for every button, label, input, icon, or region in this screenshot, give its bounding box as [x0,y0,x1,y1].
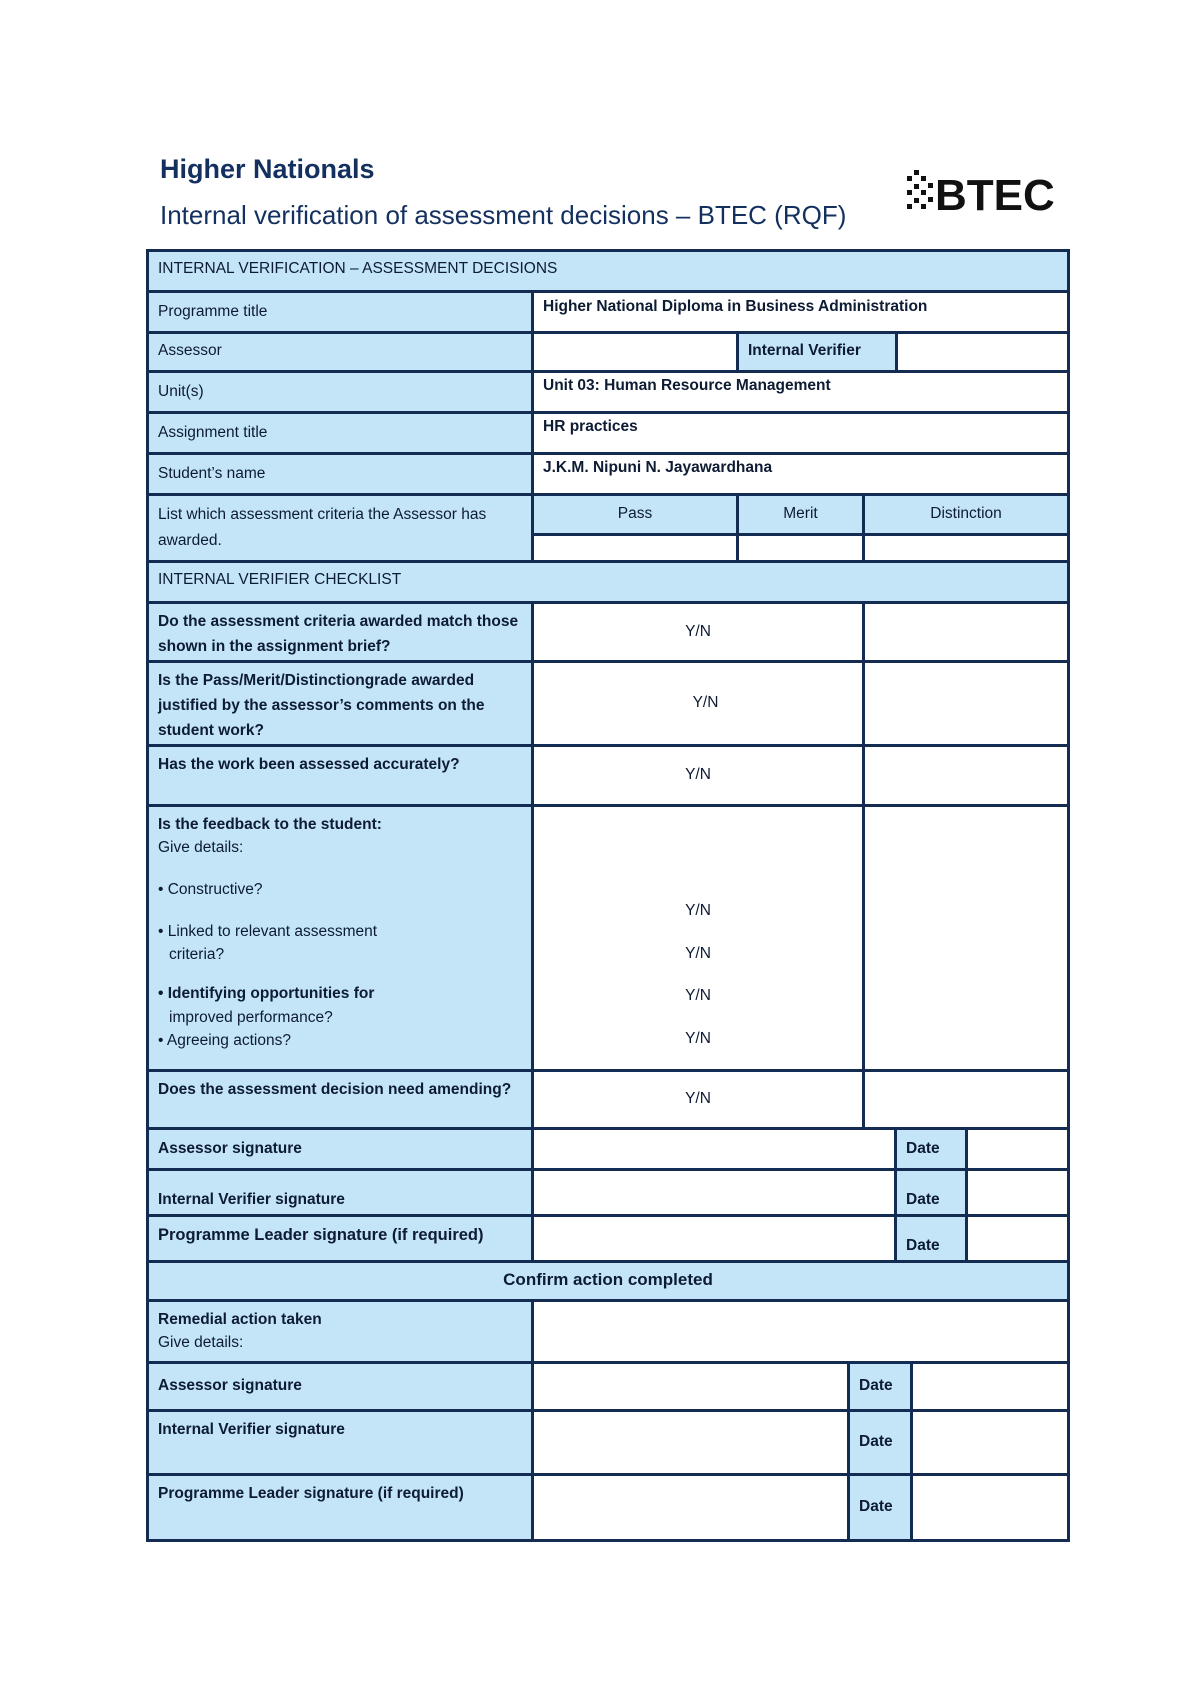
confirm-iv-date-field[interactable] [913,1412,1067,1473]
feedback-opportunities-cont: improved performance? [169,1008,333,1026]
programme-title-value[interactable]: Higher National Diploma in Business Administration [543,298,928,315]
feedback-yn-agreeing[interactable]: Y/N [685,1030,711,1047]
confirm-assessor-date-field[interactable] [913,1364,1067,1409]
check-question-1: Do the assessment criteria awarded match those shown in the assignment brief? [149,604,534,660]
pl-signature-field[interactable] [534,1217,897,1260]
units-row [149,373,1067,414]
pass-field[interactable] [534,536,739,560]
confirm-iv-date-label: Date [850,1412,913,1473]
feedback-title: Is the feedback to the student: [158,816,382,833]
assessor-signature-label: Assessor signature [149,1130,534,1168]
student-row [149,455,1067,496]
programme-row [149,293,1067,334]
feedback-yn-linked[interactable]: Y/N [685,945,711,962]
verification-form [146,249,1070,1542]
distinction-header: Distinction [865,496,1067,533]
assessor-signature-row [149,1130,1067,1171]
assessor-label: Assessor [149,334,534,370]
confirm-pl-signature-field[interactable] [534,1476,850,1539]
remedial-field[interactable] [534,1302,1067,1361]
iv-signature-row [149,1171,1067,1217]
feedback-linked: • Linked to relevant assessment [158,922,378,940]
feedback-constructive: • Constructive? [158,880,263,898]
check-question-5: Does the assessment decision need amending? [149,1072,534,1127]
feedback-yn-column [534,807,865,1069]
pass-header: Pass [534,496,739,533]
internal-verifier-field[interactable] [898,334,1067,370]
feedback-question [149,807,534,1069]
confirm-pl-date-field[interactable] [913,1476,1067,1539]
iv-signature-field[interactable] [534,1171,897,1214]
pl-date-field[interactable] [968,1217,1067,1260]
feedback-yn-opportunities[interactable]: Y/N [685,987,711,1004]
check-row-5 [149,1072,1067,1130]
feedback-agreeing: • Agreeing actions? [158,1031,291,1049]
feedback-give-details: Give details: [158,839,244,857]
check-row-3 [149,747,1067,807]
feedback-linked-cont: criteria? [169,946,225,963]
svg-text:BTEC: BTEC [935,171,1055,216]
assignment-title-label: Assignment title [149,414,534,452]
grade-grid [534,496,1067,560]
checklist-header-row [149,563,1067,604]
section-header-row [149,252,1067,293]
remedial-label: Remedial action taken [158,1311,322,1328]
student-name-label: Student’s name [149,455,534,493]
check-comment-1[interactable] [865,604,1067,660]
merit-header: Merit [739,496,865,533]
check-yn-2[interactable]: Y/N [534,663,865,744]
confirm-pl-row [149,1476,1067,1539]
feedback-comment[interactable] [865,807,1067,1069]
internal-verifier-label: Internal Verifier [739,334,898,370]
check-row-1 [149,604,1067,663]
check-row-4 [149,807,1067,1072]
programme-title-label: Programme title [149,293,534,331]
feedback-yn-constructive[interactable]: Y/N [685,902,711,919]
check-comment-5[interactable] [865,1072,1067,1127]
iv-signature-label: Internal Verifier signature [149,1171,534,1214]
confirm-assessor-date-label: Date [850,1364,913,1409]
distinction-field[interactable] [865,536,1067,560]
checklist-heading: INTERNAL VERIFIER CHECKLIST [149,563,1067,601]
confirm-iv-signature-label: Internal Verifier signature [149,1412,534,1473]
remedial-label-cell [149,1302,534,1361]
check-comment-3[interactable] [865,747,1067,804]
confirm-assessor-signature-field[interactable] [534,1364,850,1409]
confirm-pl-date-label: Date [850,1476,913,1539]
remedial-row [149,1302,1067,1364]
confirm-assessor-signature-label: Assessor signature [149,1364,534,1409]
criteria-label: List which assessment criteria the Assessor has awarded. [149,496,534,560]
pl-signature-label: Programme Leader signature (if required) [149,1217,534,1260]
assessor-date-field[interactable] [968,1130,1067,1168]
assignment-row [149,414,1067,455]
check-question-2: Is the Pass/Merit/Distinctiongrade awarded justified by the assessor’s comments on the student work? [149,663,534,744]
criteria-row [149,496,1067,563]
confirm-iv-signature-field[interactable] [534,1412,850,1473]
units-label: Unit(s) [149,373,534,411]
assignment-title-value[interactable]: HR practices [543,418,638,435]
section-heading: INTERNAL VERIFICATION – ASSESSMENT DECISIONS [149,252,1067,290]
pl-signature-row [149,1217,1067,1263]
grade-value-row [534,536,1067,560]
check-yn-3[interactable]: Y/N [534,747,865,804]
assessor-row [149,334,1067,373]
page-title: Higher Nationals [160,154,375,184]
confirm-iv-row [149,1412,1067,1476]
remedial-give-details: Give details: [158,1334,244,1352]
check-comment-2[interactable] [865,663,1067,744]
page-subtitle: Internal verification of assessment decisions – BTEC (RQF) [160,200,847,230]
merit-field[interactable] [739,536,865,560]
assessor-signature-field[interactable] [534,1130,897,1168]
iv-date-field[interactable] [968,1171,1067,1214]
iv-date-label: Date [897,1171,968,1214]
pl-date-label: Date [897,1217,968,1260]
feedback-opportunities: • Identifying opportunities for [158,985,375,1003]
check-row-2 [149,663,1067,747]
assessor-date-label: Date [897,1130,968,1168]
assessor-field[interactable] [534,334,739,370]
check-yn-5[interactable]: Y/N [534,1072,865,1127]
units-value[interactable]: Unit 03: Human Resource Management [543,377,831,394]
btec-logo [905,168,1057,216]
confirm-header-row [149,1263,1067,1302]
check-question-3: Has the work been assessed accurately? [149,747,534,804]
confirm-heading: Confirm action completed [149,1263,1067,1299]
student-name-value[interactable]: J.K.M. Nipuni N. Jayawardhana [543,459,773,476]
check-yn-1[interactable]: Y/N [534,604,865,660]
grade-header-row [534,496,1067,536]
confirm-pl-signature-label: Programme Leader signature (if required) [149,1476,534,1539]
confirm-assessor-row [149,1364,1067,1412]
